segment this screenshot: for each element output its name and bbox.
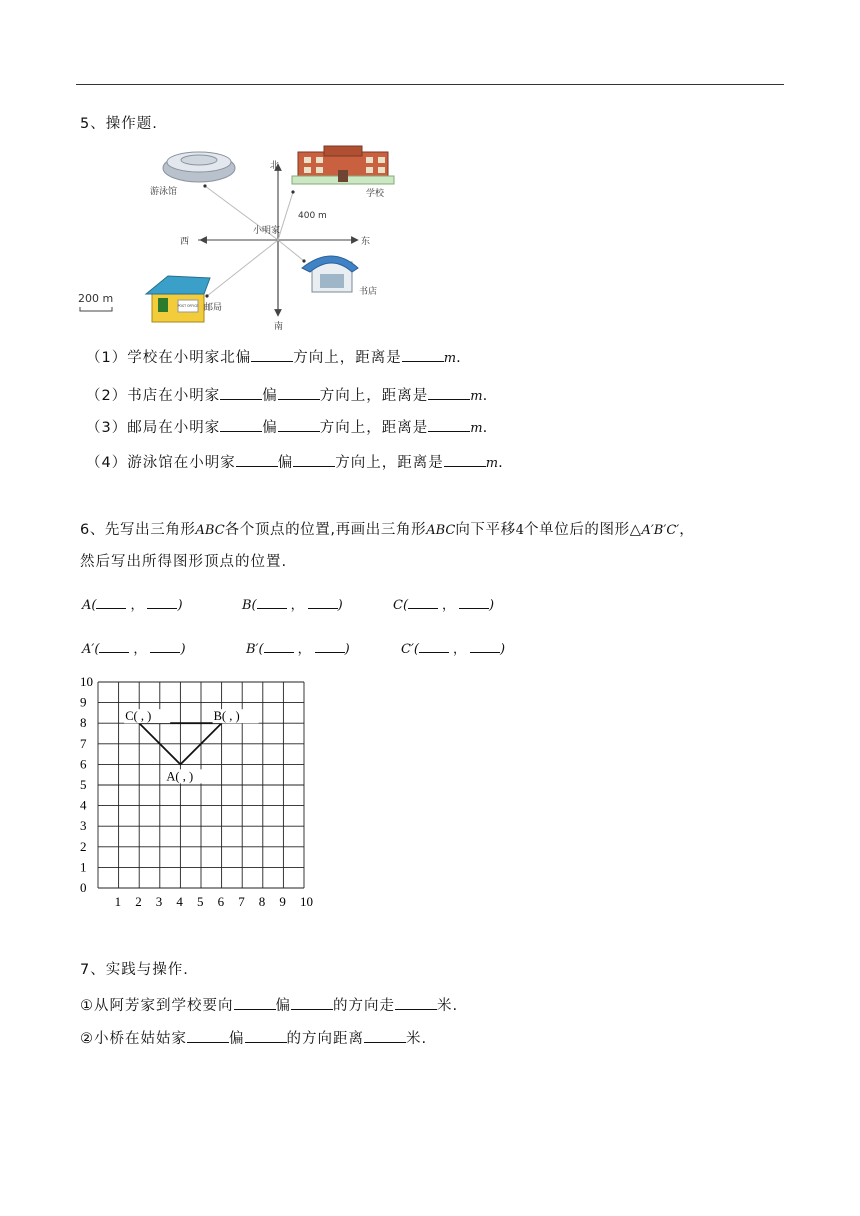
x-tick-label: 5 xyxy=(197,894,204,909)
answer-blank[interactable] xyxy=(278,417,320,433)
coordinate-grid xyxy=(76,674,316,910)
answer-blank[interactable] xyxy=(428,417,470,433)
y-tick-label: 4 xyxy=(80,797,87,813)
swimming-pool-icon xyxy=(163,152,235,182)
q7-line2: ②小桥在姑姑家 偏 的方向距离 米. xyxy=(80,1027,427,1048)
x-tick-label: 3 xyxy=(155,894,163,909)
map-north: 北 xyxy=(270,161,280,171)
y-tick-label: 10 xyxy=(80,674,93,689)
vertex-label-A: A( , ) xyxy=(166,769,194,784)
answer-blank[interactable] xyxy=(187,1028,229,1044)
post-sign-label: POST OFFICE xyxy=(177,304,199,308)
answer-blank[interactable] xyxy=(150,641,180,653)
answer-blank[interactable] xyxy=(251,347,293,363)
vertex-label-B: B( , ) xyxy=(213,709,240,724)
map-south: 南 xyxy=(274,322,284,330)
y-tick-label: 6 xyxy=(80,756,87,772)
answer-blank[interactable] xyxy=(291,995,333,1011)
direction-map xyxy=(76,140,406,330)
coord-A-prime: A′( ， ) xyxy=(82,642,186,657)
q5-item-4: （4）游泳馆在小明家 偏 方向上，距离是 m. xyxy=(86,451,504,472)
answer-blank[interactable] xyxy=(96,597,126,609)
answer-blank[interactable] xyxy=(293,452,335,468)
q7-title: 7、实践与操作. xyxy=(80,962,189,978)
x-tick-label: 1 xyxy=(114,894,122,909)
answer-blank[interactable] xyxy=(257,597,287,609)
answer-blank[interactable] xyxy=(245,1028,287,1044)
line-to-post xyxy=(207,240,278,296)
q6-line2: 然后写出所得图形顶点的位置. xyxy=(80,554,288,570)
answer-blank[interactable] xyxy=(444,452,486,468)
header-rule xyxy=(76,84,784,85)
q7-line1: ①从阿芳家到学校要向 偏 的方向走 米. xyxy=(80,994,458,1015)
answer-blank[interactable] xyxy=(419,641,449,653)
answer-blank[interactable] xyxy=(99,641,129,653)
coord-B: B( ， ) xyxy=(242,598,343,613)
y-tick-label: 2 xyxy=(80,838,87,854)
coord-C-prime: C′( ， ) xyxy=(401,642,506,657)
q5-item-1: （1）学校在小明家北偏 方向上，距离是 m. xyxy=(86,346,462,367)
answer-blank[interactable] xyxy=(428,385,470,401)
coord-B-prime: B′( ， ) xyxy=(246,642,350,657)
line-to-school xyxy=(278,192,293,240)
map-scale: 200 m xyxy=(78,292,114,305)
x-tick-label: 7 xyxy=(238,894,245,909)
answer-blank[interactable] xyxy=(308,597,338,609)
answer-blank[interactable] xyxy=(459,597,489,609)
scale-bar xyxy=(80,307,112,311)
map-distance: 400 m xyxy=(298,211,327,221)
coord-A: A( ， ) xyxy=(82,598,183,613)
vertex-label-C: C( , ) xyxy=(125,709,152,724)
map-pool: 游泳馆 xyxy=(150,187,178,197)
answer-blank[interactable] xyxy=(408,597,438,609)
answer-blank[interactable] xyxy=(220,385,262,401)
line-to-bookstore xyxy=(278,240,304,261)
answer-blank[interactable] xyxy=(402,347,444,363)
answer-blank[interactable] xyxy=(470,641,500,653)
y-tick-label: 1 xyxy=(80,859,87,875)
answer-blank[interactable] xyxy=(147,597,177,609)
map-bookstore: 书店 xyxy=(359,287,378,297)
x-tick-label: 8 xyxy=(258,894,266,909)
map-east: 东 xyxy=(361,237,371,247)
coord-C: C( ， ) xyxy=(393,598,495,613)
q5-item-3: （3）邮局在小明家 偏 方向上，距离是 m. xyxy=(86,416,488,437)
map-school: 学校 xyxy=(366,189,385,199)
q5-title: 5、操作题. xyxy=(80,116,158,132)
y-tick-label: 7 xyxy=(80,735,87,751)
q5-item-2: （2）书店在小明家 偏 方向上，距离是 m. xyxy=(86,384,488,405)
school-icon xyxy=(292,146,394,184)
map-center: 小明家 xyxy=(253,226,281,236)
y-tick-label: 8 xyxy=(80,715,87,731)
q6-line1: 6、先写出三角形ABC各个顶点的位置,再画出三角形ABC向下平移4个单位后的图形△A′B′C′， xyxy=(80,522,695,538)
answer-blank[interactable] xyxy=(264,641,294,653)
answer-blank[interactable] xyxy=(220,417,262,433)
x-tick-label: 4 xyxy=(176,894,183,909)
answer-blank[interactable] xyxy=(278,385,320,401)
map-post-office: 邮局 xyxy=(204,303,223,313)
answer-blank[interactable] xyxy=(234,995,276,1011)
map-west: 西 xyxy=(180,237,190,247)
answer-blank[interactable] xyxy=(395,995,437,1011)
post-office-icon xyxy=(146,276,210,322)
x-tick-label: 6 xyxy=(217,894,225,909)
x-tick-label: 10 xyxy=(300,894,313,909)
x-tick-label: 9 xyxy=(279,894,286,909)
y-tick-label: 9 xyxy=(80,694,87,710)
y-tick-label: 0 xyxy=(80,880,87,895)
answer-blank[interactable] xyxy=(236,452,278,468)
y-tick-label: 3 xyxy=(80,818,87,834)
answer-blank[interactable] xyxy=(364,1028,406,1044)
y-tick-label: 5 xyxy=(80,777,87,792)
bookstore-icon xyxy=(302,256,358,292)
answer-blank[interactable] xyxy=(315,641,345,653)
x-tick-label: 2 xyxy=(135,894,142,909)
